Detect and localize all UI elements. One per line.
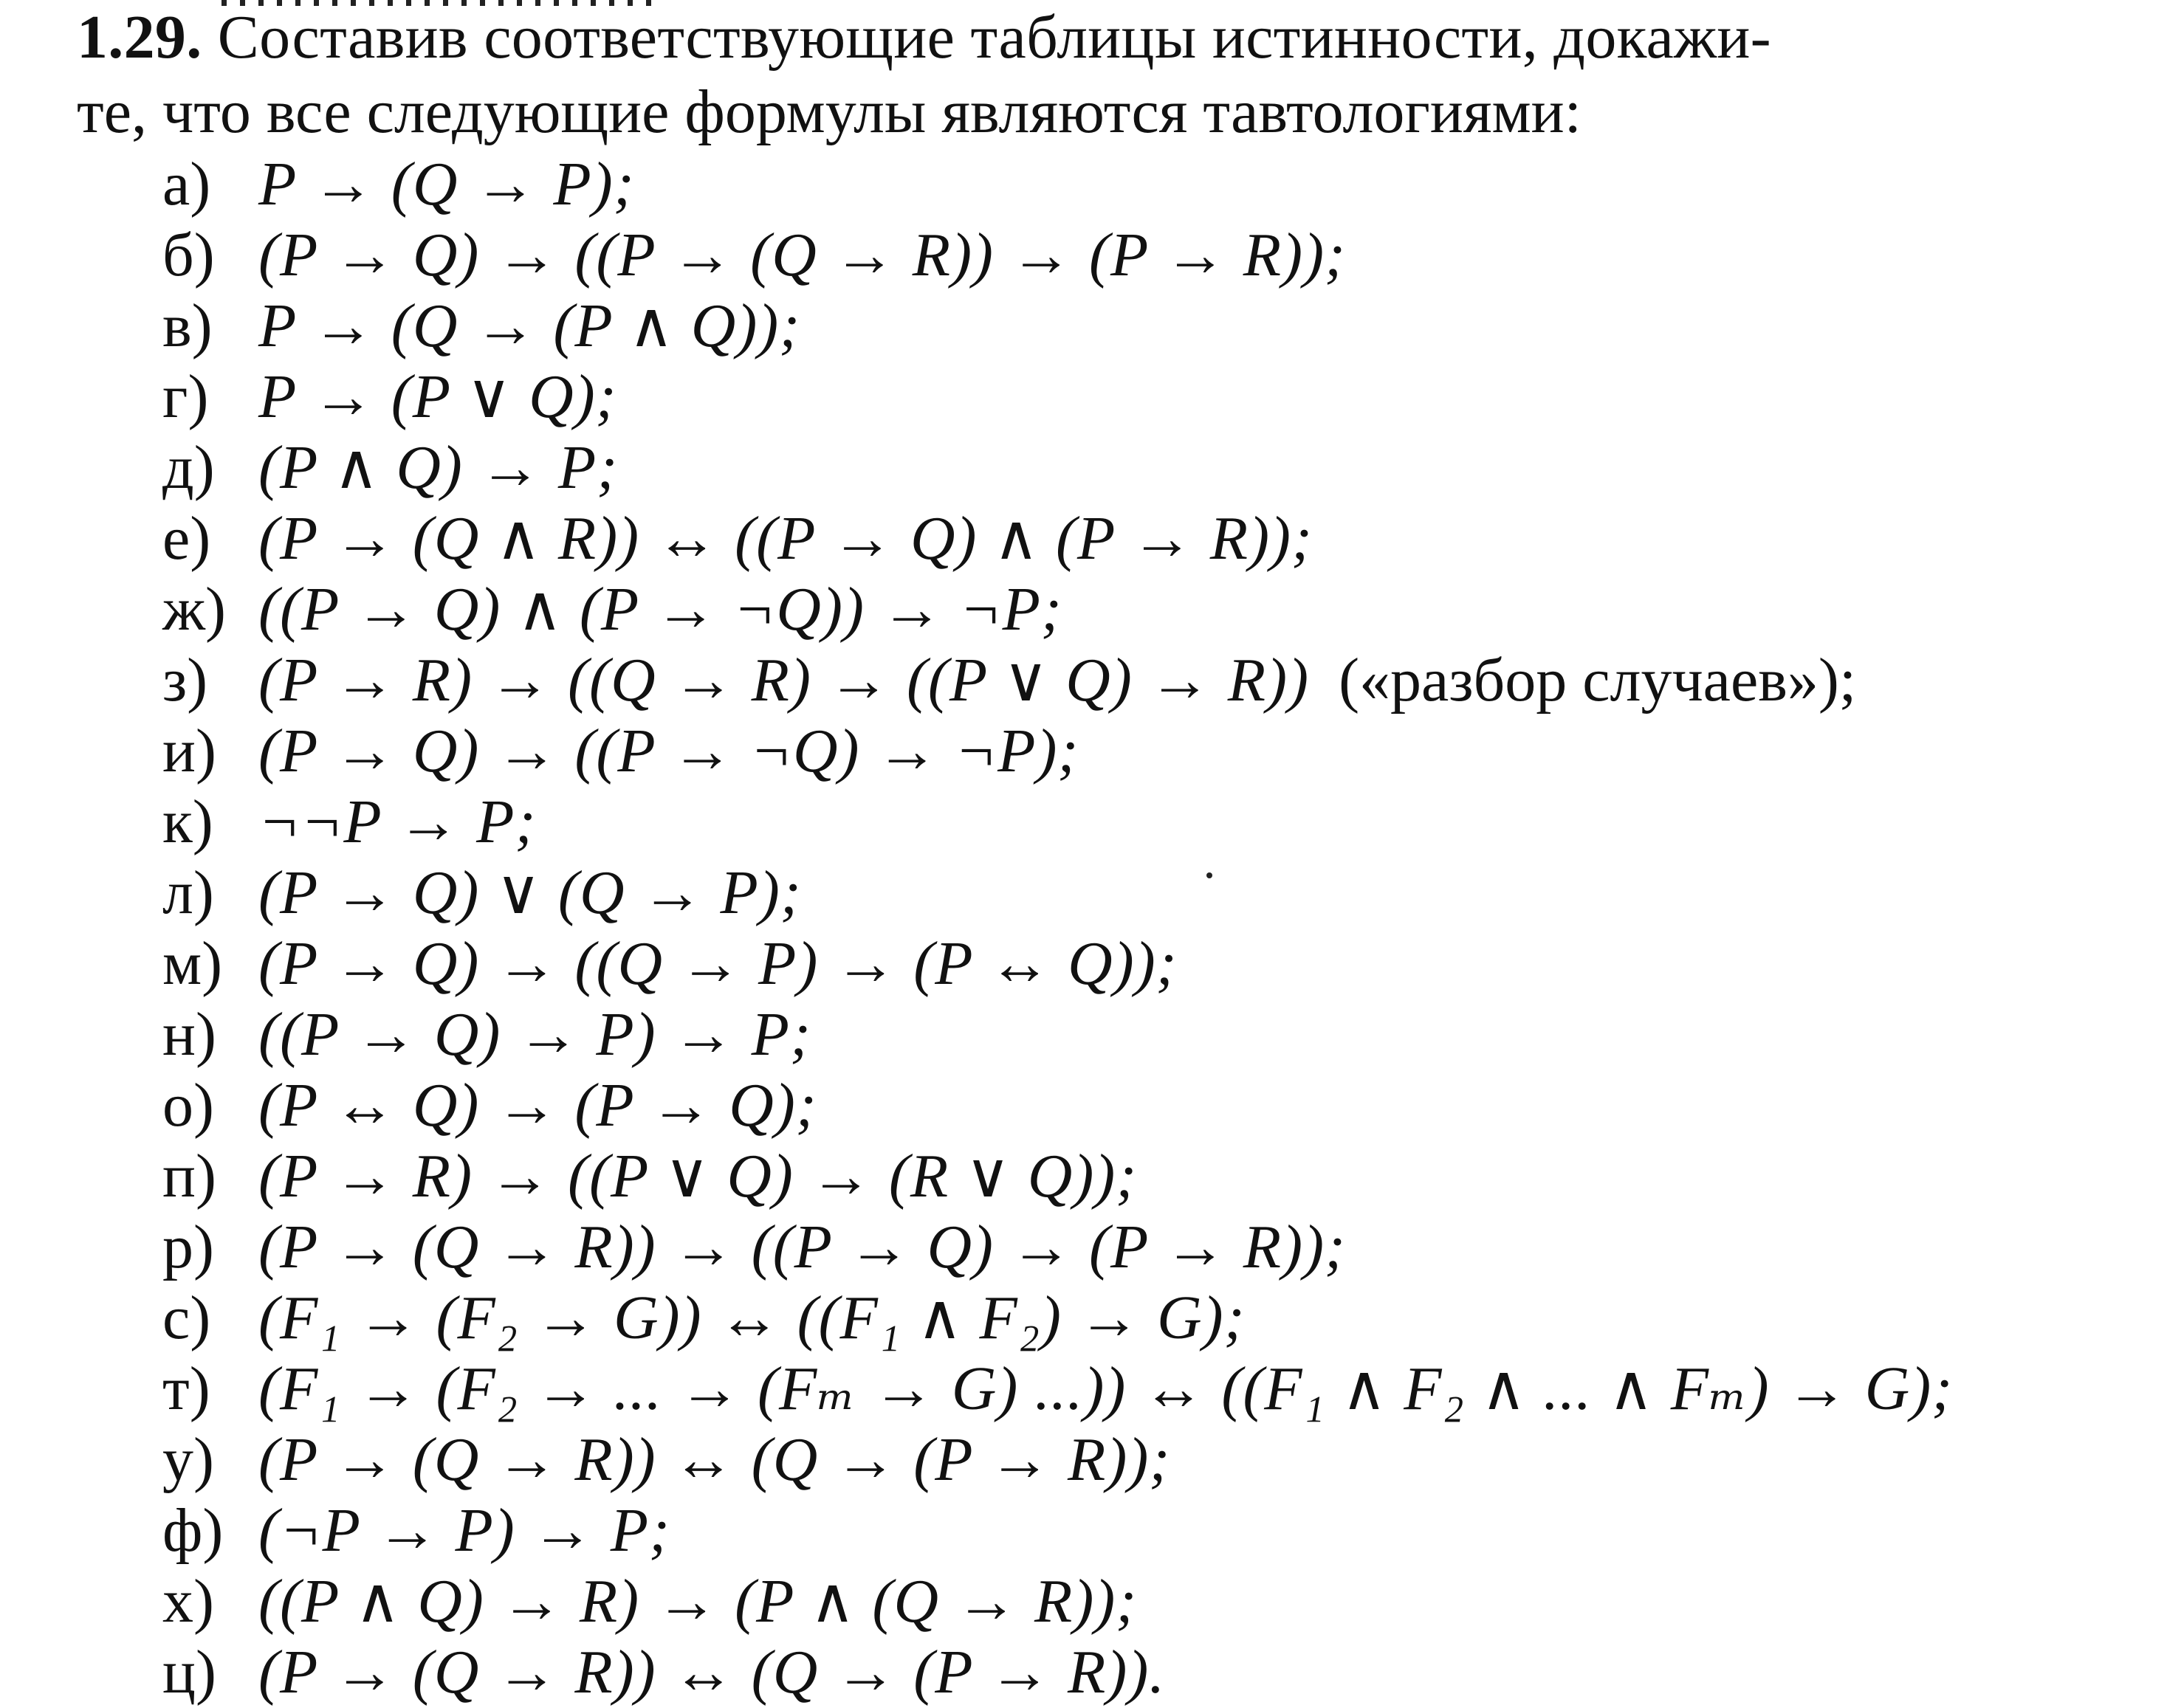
item-formula: (P → Q) → ((Q → P) → (P ↔ Q)); (258, 929, 1178, 998)
item-formula: (P → R) → ((P ∨ Q) → (R ∨ Q)); (258, 1142, 1138, 1211)
item-label: ф) (162, 1496, 224, 1565)
item-label: п) (162, 1142, 216, 1211)
print-speck (1206, 872, 1212, 878)
item-label: о) (162, 1071, 214, 1140)
formula-item (162, 645, 2119, 716)
item-label: г) (162, 362, 209, 431)
item-label: у) (162, 1425, 214, 1494)
item-label: л) (162, 858, 214, 927)
item-formula: ((P → Q) → P) → P; (258, 1000, 811, 1069)
item-formula: (P → Q) ∨ (Q → P); (258, 858, 802, 927)
formula-item (162, 149, 2119, 220)
item-label: б) (162, 221, 215, 289)
formula-item (162, 1283, 2119, 1354)
item-note: («разбор случаев»); (1339, 646, 1857, 714)
item-formula: P → (Q → P); (258, 150, 635, 218)
problem-intro-line1: Составив соответствующие таблицы истинности, докажи- (202, 3, 1771, 72)
formula-item (162, 1637, 2119, 1708)
item-formula: (P → (Q ∧ R)) ↔ ((P → Q) ∧ (P → R)); (258, 504, 1313, 573)
item-formula: ((P → Q) ∧ (P → ¬Q)) → ¬P; (258, 575, 1062, 644)
formula-item (162, 929, 2119, 999)
item-formula: ¬¬P → P; (258, 788, 537, 856)
item-label: к) (162, 788, 213, 856)
formula-item (162, 433, 2119, 503)
item-formula: (P ↔ Q) → (P → Q); (258, 1071, 817, 1140)
formula-item (162, 291, 2119, 362)
formula-item (162, 1354, 2119, 1425)
item-label: р) (162, 1213, 214, 1281)
item-formula: (P → (Q → R)) → ((P → Q) → (P → R)); (258, 1213, 1347, 1281)
item-formula: (P → Q) → ((P → ¬Q) → ¬P); (258, 717, 1079, 785)
formula-item (162, 574, 2119, 645)
formula-item (162, 787, 2119, 858)
item-formula: (P → R) → ((Q → R) → ((P ∨ Q) → R)) (258, 646, 1310, 714)
item-formula: (P → (Q → R)) ↔ (Q → (P → R)). (258, 1638, 1166, 1707)
formula-item (162, 999, 2119, 1070)
formula-list (162, 149, 2119, 1708)
item-label: в) (162, 292, 213, 360)
formula-item (162, 1070, 2119, 1141)
item-formula: P → (P ∨ Q); (258, 362, 617, 431)
formula-item (162, 1495, 2119, 1566)
problem-intro-line2: те, что все следующие формулы являются тавтологиями: (77, 78, 1582, 146)
item-label: н) (162, 1000, 216, 1069)
item-label: ж) (162, 575, 227, 644)
item-formula: (F₁ → (F₂ → G)) ↔ ((F₁ ∧ F₂) → G); (258, 1284, 1246, 1352)
item-label: а) (162, 150, 211, 218)
item-label: с) (162, 1284, 211, 1352)
item-label: ц) (162, 1638, 216, 1707)
item-label: и) (162, 717, 216, 785)
item-label: з) (162, 646, 208, 714)
item-formula: ((P ∧ Q) → R) → (P ∧ (Q → R)); (258, 1567, 1138, 1636)
problem-heading (77, 0, 2070, 75)
item-formula: (P → (Q → R)) ↔ (Q → (P → R)); (258, 1425, 1171, 1494)
item-label: х) (162, 1567, 214, 1636)
item-formula: (P → Q) → ((P → (Q → R)) → (P → R)); (258, 221, 1347, 289)
item-label: т) (162, 1354, 210, 1423)
formula-item (162, 220, 2119, 291)
item-formula: (P ∧ Q) → P; (258, 433, 619, 502)
formula-item (162, 1566, 2119, 1637)
problem-number: 1.29. (77, 3, 202, 72)
item-label: е) (162, 504, 211, 573)
formula-item (162, 1141, 2119, 1212)
formula-item (162, 503, 2119, 574)
formula-item (162, 1212, 2119, 1283)
formula-item (162, 858, 2119, 929)
formula-item (162, 362, 2119, 433)
item-label: д) (162, 433, 215, 502)
item-formula: (¬P → P) → P; (258, 1496, 671, 1565)
item-formula: (F₁ → (F₂ → ... → (Fₘ → G) ...)) ↔ ((F₁ ∧ F₂ ∧ ... ∧ Fₘ) → G); (258, 1354, 1954, 1423)
formula-item (162, 1425, 2119, 1495)
item-label: м) (162, 929, 223, 998)
item-formula: P → (Q → (P ∧ Q)); (258, 292, 801, 360)
formula-item (162, 716, 2119, 787)
